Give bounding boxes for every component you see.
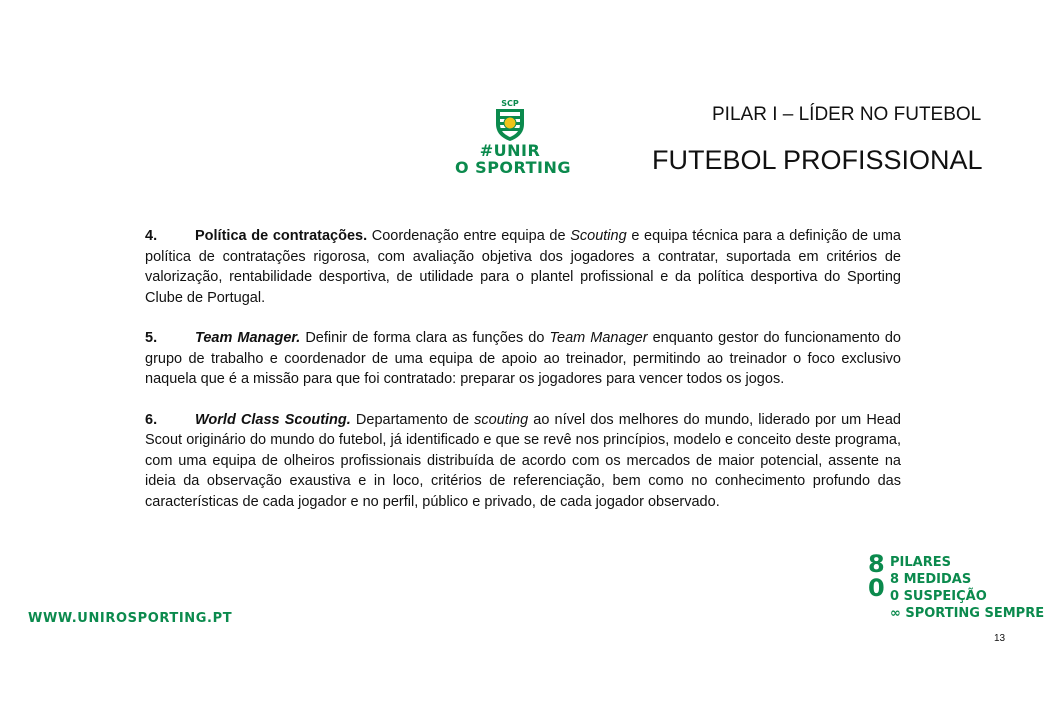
numbered-item: [145, 226, 901, 308]
item-emphasis: scouting: [474, 411, 529, 428]
item-text: Coordenação entre equipa de: [367, 228, 571, 244]
badge-text: [890, 554, 1044, 622]
item-title: World Class Scouting.: [195, 411, 351, 428]
sporting-crest-icon: [492, 98, 528, 142]
numbered-item: [145, 328, 901, 390]
item-text: Departamento de: [350, 411, 475, 428]
item-title: Team Manager.: [195, 330, 301, 346]
website-link[interactable]: WWW.UNIROSPORTING.PT: [28, 611, 233, 626]
section-title: FUTEBOL PROFISSIONAL: [652, 145, 983, 175]
item-paragraph: [145, 410, 901, 513]
badge-line-medidas: 8 MEDIDAS: [890, 572, 972, 587]
badge-line-sporting-sempre: ∞ SPORTING SEMPRE: [890, 606, 1044, 621]
item-number: 6.: [145, 411, 158, 428]
item-emphasis: Team Manager: [549, 330, 648, 346]
badge-digit-8: 8: [868, 550, 885, 578]
item-text: ao nível dos melhores do mundo, liderado por um Head Scout originário do mundo do futebol, já identificado e que se revê nos princípios, modelo e conceito deste programa, com uma equipa de olheiros profissionais distribuída de acordo com os mercados de maior potencial, assente na ideia da observação exaustiva e in loco, critérios de referenciação, bem como no conhecimento profundo das características de cada jogador e no perfil, público e privado, de cada jogador observado.: [145, 411, 901, 510]
badge-line-pilares: PILARES: [890, 555, 951, 570]
badge-digit-0: 0: [868, 574, 885, 602]
item-paragraph: [145, 328, 901, 390]
item-emphasis: Scouting: [570, 228, 627, 244]
document-body: [145, 226, 901, 532]
item-paragraph: [145, 226, 901, 308]
item-title: Política de contratações.: [195, 228, 368, 244]
badge-line-suspeicao: 0 SUSPEIÇÃO: [890, 589, 987, 604]
page-number: 13: [994, 633, 1006, 644]
logo-line-1: #UNIR: [479, 141, 541, 160]
pillar-heading: PILAR I – LÍDER NO FUTEBOL: [712, 104, 982, 125]
campaign-badge: [868, 550, 1044, 628]
svg-text:SCP: SCP: [501, 99, 519, 108]
logo-line-2: O SPORTING: [455, 158, 572, 177]
item-number: 4.: [145, 228, 158, 244]
item-number: 5.: [145, 330, 158, 346]
item-text: enquanto gestor do funcionamento do grupo de trabalho e coordenador de uma equipa de apoio ao treinador, permitindo ao treinador o foco exclusivo naquela que é a missão para que foi contratado: preparar os jogadores para vencer todos os jogos.: [145, 330, 901, 387]
numbered-item: [145, 410, 901, 513]
item-text: e equipa técnica para a definição de uma política de contratações rigorosa, com avaliação objetiva dos jogadores a contratar, suportada em critérios de valorização, rentabilidade desportiva, de utilidade para o plantel profissional e da política desportiva do Sporting Clube de Portugal.: [145, 228, 901, 306]
unir-o-sporting-logo: [455, 98, 572, 182]
item-text: Definir de forma clara as funções do: [300, 330, 550, 346]
